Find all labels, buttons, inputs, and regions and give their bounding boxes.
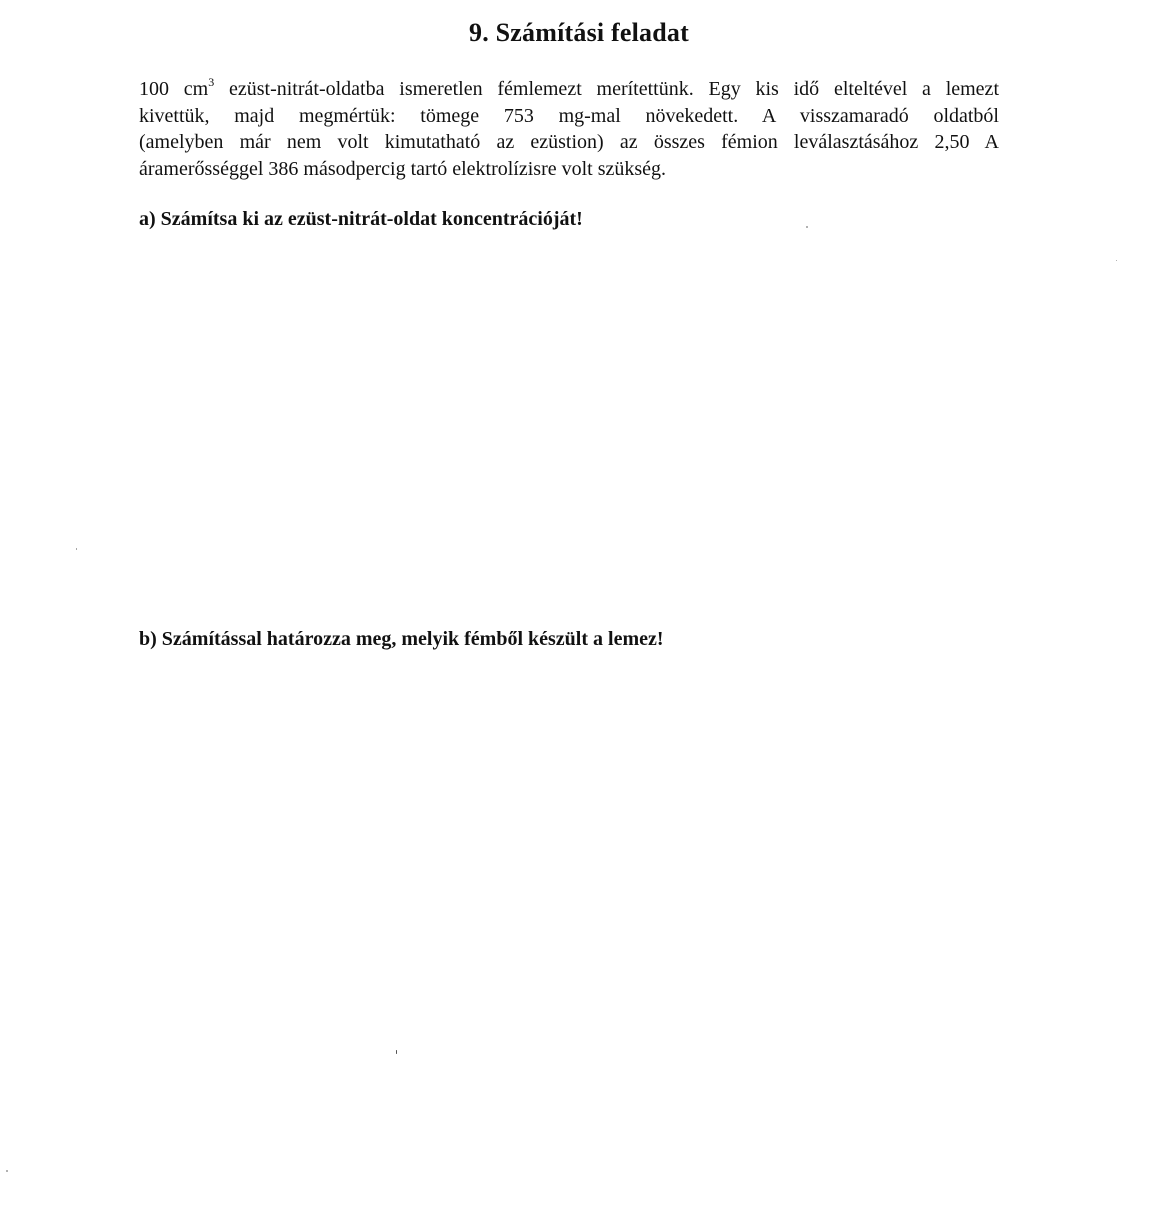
problem-line-1-suffix: ezüst-nitrát-oldatba ismeretlen fémlemezt merítettünk. Egy kis idő elteltével a lemezt [214,78,999,100]
question-b: b) Számítással határozza meg, melyik fémből készült a lemez! [139,628,664,650]
question-a: a) Számítsa ki az ezüst-nitrát-oldat koncentrációját! [139,208,583,230]
scan-speck [396,1050,397,1054]
problem-line-1-prefix: 100 cm [139,78,209,100]
scan-speck [6,1170,8,1172]
problem-line-3: (amelyben már nem volt kimutatható az ezüstion) az összes fémion leválasztásához 2,50 A [139,131,999,153]
answer-area-a[interactable] [139,240,999,610]
scan-speck [76,548,77,550]
page-title: 9. Számítási feladat [469,18,689,47]
problem-line-1 [139,76,999,103]
scan-speck [1116,260,1117,261]
scan-speck [806,226,808,228]
problem-statement [139,76,999,182]
answer-area-b[interactable] [139,662,999,1182]
problem-line-4: áramerősséggel 386 másodpercig tartó elektrolízisre volt szükség. [139,157,667,180]
problem-line-2: kivettük, majd megmértük: tömege 753 mg-mal növekedett. A visszamaradó oldatból [139,104,999,127]
unit-superscript: 3 [208,75,215,89]
